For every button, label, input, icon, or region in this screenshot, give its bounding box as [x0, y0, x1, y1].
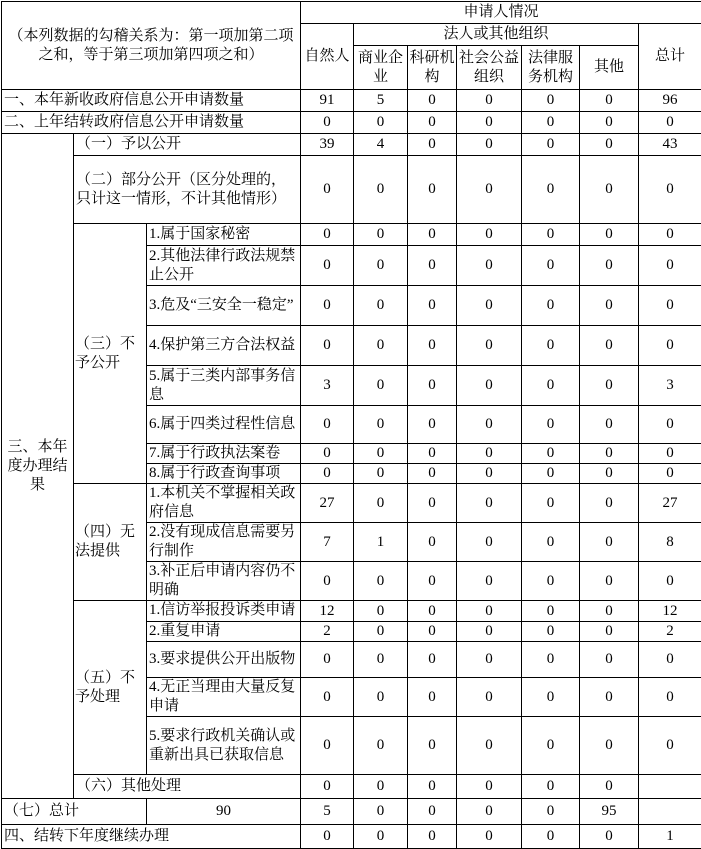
value-cell: 0	[354, 406, 408, 444]
value-cell: 0	[354, 464, 408, 484]
value-cell: 12	[639, 601, 701, 622]
value-cell: 0	[639, 717, 701, 775]
row-label: 2.其他法律行政法规禁止公开	[147, 246, 301, 286]
row-label: 2.重复申请	[147, 622, 301, 642]
value-cell: 3	[639, 366, 701, 406]
clipped-label-text: 1.信访举报投诉类申请	[149, 601, 298, 621]
value-cell: 0	[408, 622, 457, 642]
row-label: （七）总计	[2, 799, 147, 825]
value-cell: 0	[639, 286, 701, 326]
header-commercial-enterprise: 商业企业	[354, 46, 408, 90]
value-cell: 0	[354, 601, 408, 622]
value-cell: 0	[522, 799, 580, 825]
value-cell: 0	[301, 825, 354, 849]
table-row	[2, 825, 701, 849]
group-label-unable-to-provide: （四）无法提供	[74, 484, 147, 601]
header-public-welfare-org: 社会公益组织	[457, 46, 522, 90]
value-cell: 0	[457, 444, 522, 464]
value-cell: 0	[639, 224, 701, 246]
value-cell: 0	[522, 562, 580, 601]
value-cell: 0	[301, 678, 354, 717]
value-cell: 0	[457, 464, 522, 484]
value-cell: 0	[522, 484, 580, 523]
value-cell: 0	[408, 825, 457, 849]
value-cell: 0	[408, 246, 457, 286]
header-natural-person: 自然人	[301, 24, 354, 90]
group-label-not-processed: （五）不予处理	[74, 601, 147, 775]
value-cell: 0	[408, 717, 457, 775]
table-row	[2, 134, 701, 156]
row-label: （六）其他处理	[74, 775, 301, 799]
value-cell: 0	[580, 484, 639, 523]
group-label-not-disclosed: （三）不予公开	[74, 224, 147, 484]
value-cell: 0	[522, 286, 580, 326]
value-cell: 0	[580, 562, 639, 601]
value-cell: 0	[354, 622, 408, 642]
value-cell: 0	[457, 562, 522, 601]
value-cell: 0	[301, 246, 354, 286]
value-cell: 0	[408, 799, 457, 825]
value-cell: 0	[354, 326, 408, 366]
value-cell: 0	[457, 642, 522, 678]
value-cell: 0	[301, 642, 354, 678]
header-legal-service-org: 法律服务机构	[522, 46, 580, 90]
value-cell: 3	[301, 366, 354, 406]
row-label: 5.属于三类内部事务信息	[147, 366, 301, 406]
header-research-institution: 科研机构	[408, 46, 457, 90]
value-cell: 0	[408, 366, 457, 406]
value-cell: 0	[522, 444, 580, 464]
value-cell: 0	[408, 775, 457, 799]
value-cell: 0	[408, 464, 457, 484]
value-cell: 0	[408, 523, 457, 562]
value-cell: 95	[580, 799, 639, 825]
value-cell: 0	[580, 90, 639, 112]
value-cell: 0	[354, 825, 408, 849]
value-cell: 0	[354, 717, 408, 775]
value-cell: 0	[408, 156, 457, 224]
row-label: （二）部分公开（区分处理的，只计这一情形，不计其他情形）	[74, 156, 301, 224]
row-label: 二、上年结转政府信息公开申请数量	[2, 112, 301, 134]
value-cell: 0	[457, 134, 522, 156]
table-row	[2, 775, 701, 799]
value-cell: 0	[522, 775, 580, 799]
value-cell: 0	[301, 717, 354, 775]
value-cell: 0	[354, 112, 408, 134]
row-label: 一、本年新收政府信息公开申请数量	[2, 90, 301, 112]
value-cell: 39	[301, 134, 354, 156]
value-cell: 0	[301, 562, 354, 601]
value-cell: 0	[522, 406, 580, 444]
value-cell: 0	[580, 366, 639, 406]
value-cell: 0	[457, 825, 522, 849]
value-cell: 0	[639, 112, 701, 134]
value-cell: 0	[408, 678, 457, 717]
value-cell: 0	[301, 156, 354, 224]
table-row	[2, 484, 701, 523]
value-cell: 5	[301, 799, 354, 825]
value-cell: 0	[639, 642, 701, 678]
value-cell: 0	[408, 406, 457, 444]
value-cell: 0	[354, 246, 408, 286]
value-cell: 0	[522, 464, 580, 484]
value-cell: 0	[457, 286, 522, 326]
value-cell: 0	[522, 523, 580, 562]
row-label: 4.无正当理由大量反复申请	[147, 678, 301, 717]
value-cell: 1	[639, 825, 701, 849]
value-cell: 0	[457, 224, 522, 246]
value-cell: 0	[522, 622, 580, 642]
value-cell: 0	[354, 484, 408, 523]
value-cell: 2	[301, 622, 354, 642]
value-cell: 0	[580, 224, 639, 246]
value-cell: 0	[354, 799, 408, 825]
value-cell: 43	[639, 134, 701, 156]
value-cell: 0	[639, 678, 701, 717]
row-label: 6.属于四类过程性信息	[147, 406, 301, 444]
value-cell: 0	[580, 444, 639, 464]
value-cell: 0	[580, 678, 639, 717]
value-cell: 0	[522, 224, 580, 246]
value-cell: 0	[457, 775, 522, 799]
value-cell: 7	[301, 523, 354, 562]
value-cell: 0	[580, 717, 639, 775]
value-cell: 0	[522, 326, 580, 366]
row-label: 5.要求行政机关确认或重新出具已获取信息	[147, 717, 301, 775]
value-cell: 0	[408, 224, 457, 246]
value-cell: 0	[580, 825, 639, 849]
value-cell: 0	[580, 156, 639, 224]
value-cell: 91	[301, 90, 354, 112]
value-cell: 0	[354, 224, 408, 246]
table-row	[2, 156, 701, 224]
value-cell: 0	[408, 90, 457, 112]
value-cell: 0	[408, 562, 457, 601]
value-cell: 0	[457, 622, 522, 642]
value-cell: 0	[408, 642, 457, 678]
value-cell: 0	[522, 642, 580, 678]
value-cell: 0	[457, 156, 522, 224]
value-cell: 4	[354, 134, 408, 156]
row-label: 7.属于行政执法案卷	[147, 444, 301, 464]
row-label: 3.要求提供公开出版物	[147, 642, 301, 678]
value-cell: 0	[522, 246, 580, 286]
value-cell: 0	[301, 464, 354, 484]
header-applicant-status: 申请人情况	[301, 2, 701, 24]
value-cell: 0	[301, 112, 354, 134]
value-cell: 0	[522, 112, 580, 134]
header-other: 其他	[580, 46, 639, 90]
value-cell: 0	[354, 775, 408, 799]
value-cell: 0	[301, 326, 354, 366]
value-cell: 0	[580, 246, 639, 286]
value-cell: 90	[147, 799, 301, 825]
section3-label: 三、本年度办理结果	[2, 134, 74, 799]
value-cell: 0	[639, 406, 701, 444]
row-label: 8.属于行政查询事项	[147, 464, 301, 484]
row-label: 1.本机关不掌握相关政府信息	[147, 484, 301, 523]
value-cell: 0	[408, 326, 457, 366]
value-cell: 0	[580, 286, 639, 326]
value-cell: 0	[522, 90, 580, 112]
value-cell: 0	[639, 326, 701, 366]
value-cell: 0	[580, 134, 639, 156]
value-cell: 0	[639, 156, 701, 224]
value-cell: 0	[580, 775, 639, 799]
checksum-note: （本列数据的勾稽关系为：第一项加第二项之和，等于第三项加第四项之和）	[2, 2, 301, 90]
row-label: 3.危及“三安全一稳定”	[147, 286, 301, 326]
value-cell: 0	[354, 444, 408, 464]
value-cell: 0	[354, 366, 408, 406]
value-cell: 0	[354, 562, 408, 601]
value-cell: 0	[580, 601, 639, 622]
value-cell: 0	[354, 156, 408, 224]
value-cell: 1	[354, 523, 408, 562]
value-cell: 0	[580, 464, 639, 484]
value-cell: 5	[354, 90, 408, 112]
value-cell: 0	[457, 523, 522, 562]
value-cell: 0	[408, 286, 457, 326]
value-cell: 0	[522, 601, 580, 622]
value-cell: 0	[457, 406, 522, 444]
value-cell: 0	[639, 464, 701, 484]
row-label	[147, 601, 301, 622]
value-cell: 0	[580, 622, 639, 642]
value-cell-empty	[639, 775, 701, 799]
value-cell: 0	[639, 562, 701, 601]
value-cell: 0	[457, 601, 522, 622]
value-cell: 0	[457, 678, 522, 717]
header-legal-or-other-org: 法人或其他组织	[354, 24, 639, 46]
value-cell: 0	[457, 246, 522, 286]
value-cell: 0	[354, 286, 408, 326]
row-label: 3.补正后申请内容仍不明确	[147, 562, 301, 601]
value-cell: 0	[639, 444, 701, 464]
value-cell: 0	[580, 406, 639, 444]
value-cell: 0	[639, 246, 701, 286]
value-cell: 0	[301, 406, 354, 444]
value-cell: 0	[301, 775, 354, 799]
table-row	[2, 112, 701, 134]
value-cell: 0	[457, 799, 522, 825]
table-row	[2, 224, 701, 246]
row-label: 1.属于国家秘密	[147, 224, 301, 246]
value-cell: 27	[301, 484, 354, 523]
value-cell: 0	[457, 326, 522, 366]
value-cell: 0	[301, 286, 354, 326]
disclosure-statistics-table	[1, 1, 701, 849]
table-row	[2, 799, 701, 825]
value-cell: 0	[457, 484, 522, 523]
value-cell: 96	[639, 90, 701, 112]
value-cell: 0	[522, 717, 580, 775]
value-cell: 0	[457, 366, 522, 406]
table-row	[2, 601, 701, 622]
value-cell: 0	[580, 523, 639, 562]
value-cell: 8	[639, 523, 701, 562]
value-cell: 0	[408, 444, 457, 464]
value-cell: 0	[354, 678, 408, 717]
value-cell: 0	[354, 642, 408, 678]
row-label: （一）予以公开	[74, 134, 301, 156]
value-cell: 2	[639, 622, 701, 642]
header-total: 总计	[639, 24, 701, 90]
row-label: 2.没有现成信息需要另行制作	[147, 523, 301, 562]
table-row	[2, 90, 701, 112]
value-cell: 12	[301, 601, 354, 622]
value-cell: 0	[457, 112, 522, 134]
value-cell: 27	[639, 484, 701, 523]
value-cell: 0	[408, 484, 457, 523]
value-cell: 0	[457, 90, 522, 112]
value-cell: 0	[408, 112, 457, 134]
value-cell: 0	[522, 678, 580, 717]
value-cell: 0	[580, 326, 639, 366]
value-cell: 0	[580, 112, 639, 134]
value-cell: 0	[522, 825, 580, 849]
value-cell: 0	[522, 156, 580, 224]
value-cell: 0	[408, 134, 457, 156]
value-cell: 0	[457, 717, 522, 775]
value-cell: 0	[408, 601, 457, 622]
value-cell: 0	[580, 642, 639, 678]
row-label: 4.保护第三方合法权益	[147, 326, 301, 366]
value-cell: 0	[301, 444, 354, 464]
row-label: 四、结转下年度继续办理	[2, 825, 301, 849]
value-cell: 0	[522, 366, 580, 406]
value-cell: 0	[522, 134, 580, 156]
value-cell: 0	[301, 224, 354, 246]
